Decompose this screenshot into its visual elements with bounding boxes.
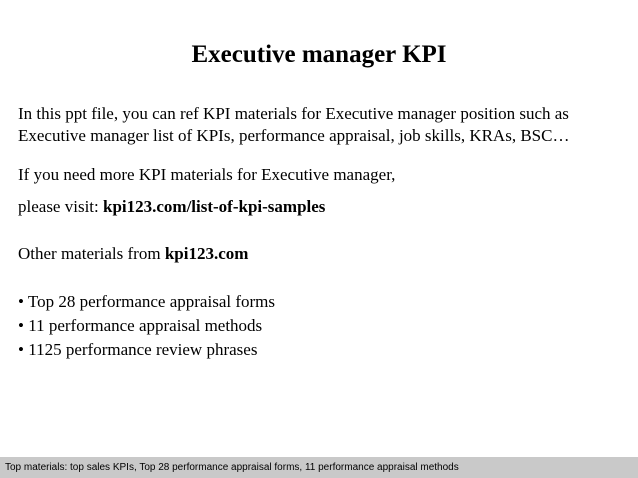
- list-item: • 11 performance appraisal methods: [18, 316, 263, 335]
- intro-line-2: Executive manager list of KPIs, performance appraisal, job skills, KRAs, BSC…: [18, 126, 570, 145]
- other-materials-line: [18, 243, 248, 265]
- visit-line: [18, 196, 325, 218]
- page-title: Executive manager KPI: [191, 41, 447, 68]
- other-prefix: Other materials from: [18, 244, 165, 263]
- intro-paragraph: [18, 103, 569, 147]
- list-item: • Top 28 performance appraisal forms: [18, 292, 276, 311]
- footer-bar: [0, 457, 638, 478]
- need-more-text: If you need more KPI materials for Executive manager,: [18, 165, 396, 184]
- list-item: • 1125 performance review phrases: [18, 340, 258, 359]
- visit-prefix: please visit:: [18, 197, 103, 216]
- other-link[interactable]: kpi123.com: [164, 244, 249, 263]
- footer-text: Top materials: top sales KPIs, Top 28 performance appraisal forms, 11 performance appraisal methods: [5, 462, 459, 473]
- materials-list: [18, 290, 275, 362]
- visit-link[interactable]: kpi123.com/list-of-kpi-samples: [102, 197, 326, 216]
- intro-line-1: In this ppt file, you can ref KPI materials for Executive manager position such as: [18, 104, 569, 123]
